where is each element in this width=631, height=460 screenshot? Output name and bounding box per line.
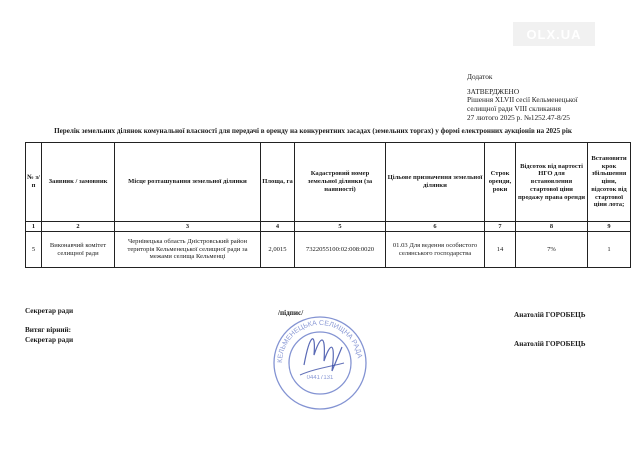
header-cell-location: Місце розташування земельної ділянки — [115, 143, 261, 222]
approval-line-1: Рішення XLVII сесії Кельменецької — [467, 95, 578, 105]
header-cell-num: № з/п — [26, 143, 42, 222]
header-cell-cadastral: Кадастровий номер земельної ділянки (за наявності) — [295, 143, 386, 222]
header-cell-area: Площа, га — [261, 143, 295, 222]
secretary-name-2: Анатолій ГОРОБЕЦЬ — [514, 340, 586, 348]
header-cell-term: Строк оренди, роки — [485, 143, 516, 222]
column-number-row — [26, 222, 631, 232]
column-number: 9 — [588, 222, 631, 232]
addon-label: Додаток — [467, 72, 493, 81]
official-stamp — [270, 313, 370, 413]
cell-step: 1 — [588, 232, 631, 268]
signature-scribble — [304, 339, 342, 371]
cell-location: Чернівецька область Дністровський район територія Кельменецької селищної ради за межами селища Кельменці — [115, 232, 261, 268]
header-row — [26, 143, 631, 222]
column-number: 3 — [115, 222, 261, 232]
header-cell-percent: Відсоток від вартості НГО для встановлення стартової ціни продажу права оренди — [516, 143, 588, 222]
stamp-outer-ring — [274, 317, 366, 409]
column-number: 6 — [386, 222, 485, 232]
column-number: 7 — [485, 222, 516, 232]
true-copy-label: Витяг вірний: — [25, 326, 72, 334]
secretary-label: Секретар ради — [25, 307, 74, 315]
cell-term: 14 — [485, 232, 516, 268]
column-number: 4 — [261, 222, 295, 232]
cell-applicant: Виконавчий комітет селищної ради — [42, 232, 115, 268]
header-cell-applicant: Заявник / замовник — [42, 143, 115, 222]
column-number: 8 — [516, 222, 588, 232]
column-number: 5 — [295, 222, 386, 232]
cell-percent: 7% — [516, 232, 588, 268]
approval-line-3: 27 лютого 2025 р. №1252.47-8/25 — [467, 112, 570, 122]
cell-area: 2,0015 — [261, 232, 295, 268]
land-plots-table — [25, 142, 631, 268]
column-number: 1 — [26, 222, 42, 232]
column-number: 2 — [42, 222, 115, 232]
approval-line-2: селищної ради VIII скликання — [467, 104, 562, 114]
signature-underline — [300, 363, 344, 375]
stamp-text-path: КЕЛЬМЕНЕЦЬКА СЕЛИЩНА РАДА — [276, 319, 363, 364]
document-title: Перелік земельних ділянок комунальної власності для передачі в оренду на конкурентних засадах (земельних торгах) у формі електронних аукціонів на 2025 рік — [54, 127, 572, 135]
secretary-label-2: Секретар ради — [25, 336, 74, 344]
approved-label: ЗАТВЕРДЖЕНО — [467, 86, 520, 96]
cell-num: 5 — [26, 232, 42, 268]
signed-mark: /підпис/ — [278, 309, 304, 317]
stamp-code: 04417131 — [306, 375, 334, 381]
secretary-name: Анатолій ГОРОБЕЦЬ — [514, 311, 586, 319]
cell-purpose: 01.03 Для ведення особистого селянського господарства — [386, 232, 485, 268]
watermark: OLX.UA — [513, 22, 595, 46]
header-cell-step: Встановити крок збільшення ціни, відсоток від стартової ціни лота; — [588, 143, 631, 222]
cell-cadastral: 7322055100:02:008:0020 — [295, 232, 386, 268]
header-cell-purpose: Цільове призначення земельної ділянки — [386, 143, 485, 222]
approval-block — [467, 73, 617, 123]
table-row — [26, 232, 631, 268]
